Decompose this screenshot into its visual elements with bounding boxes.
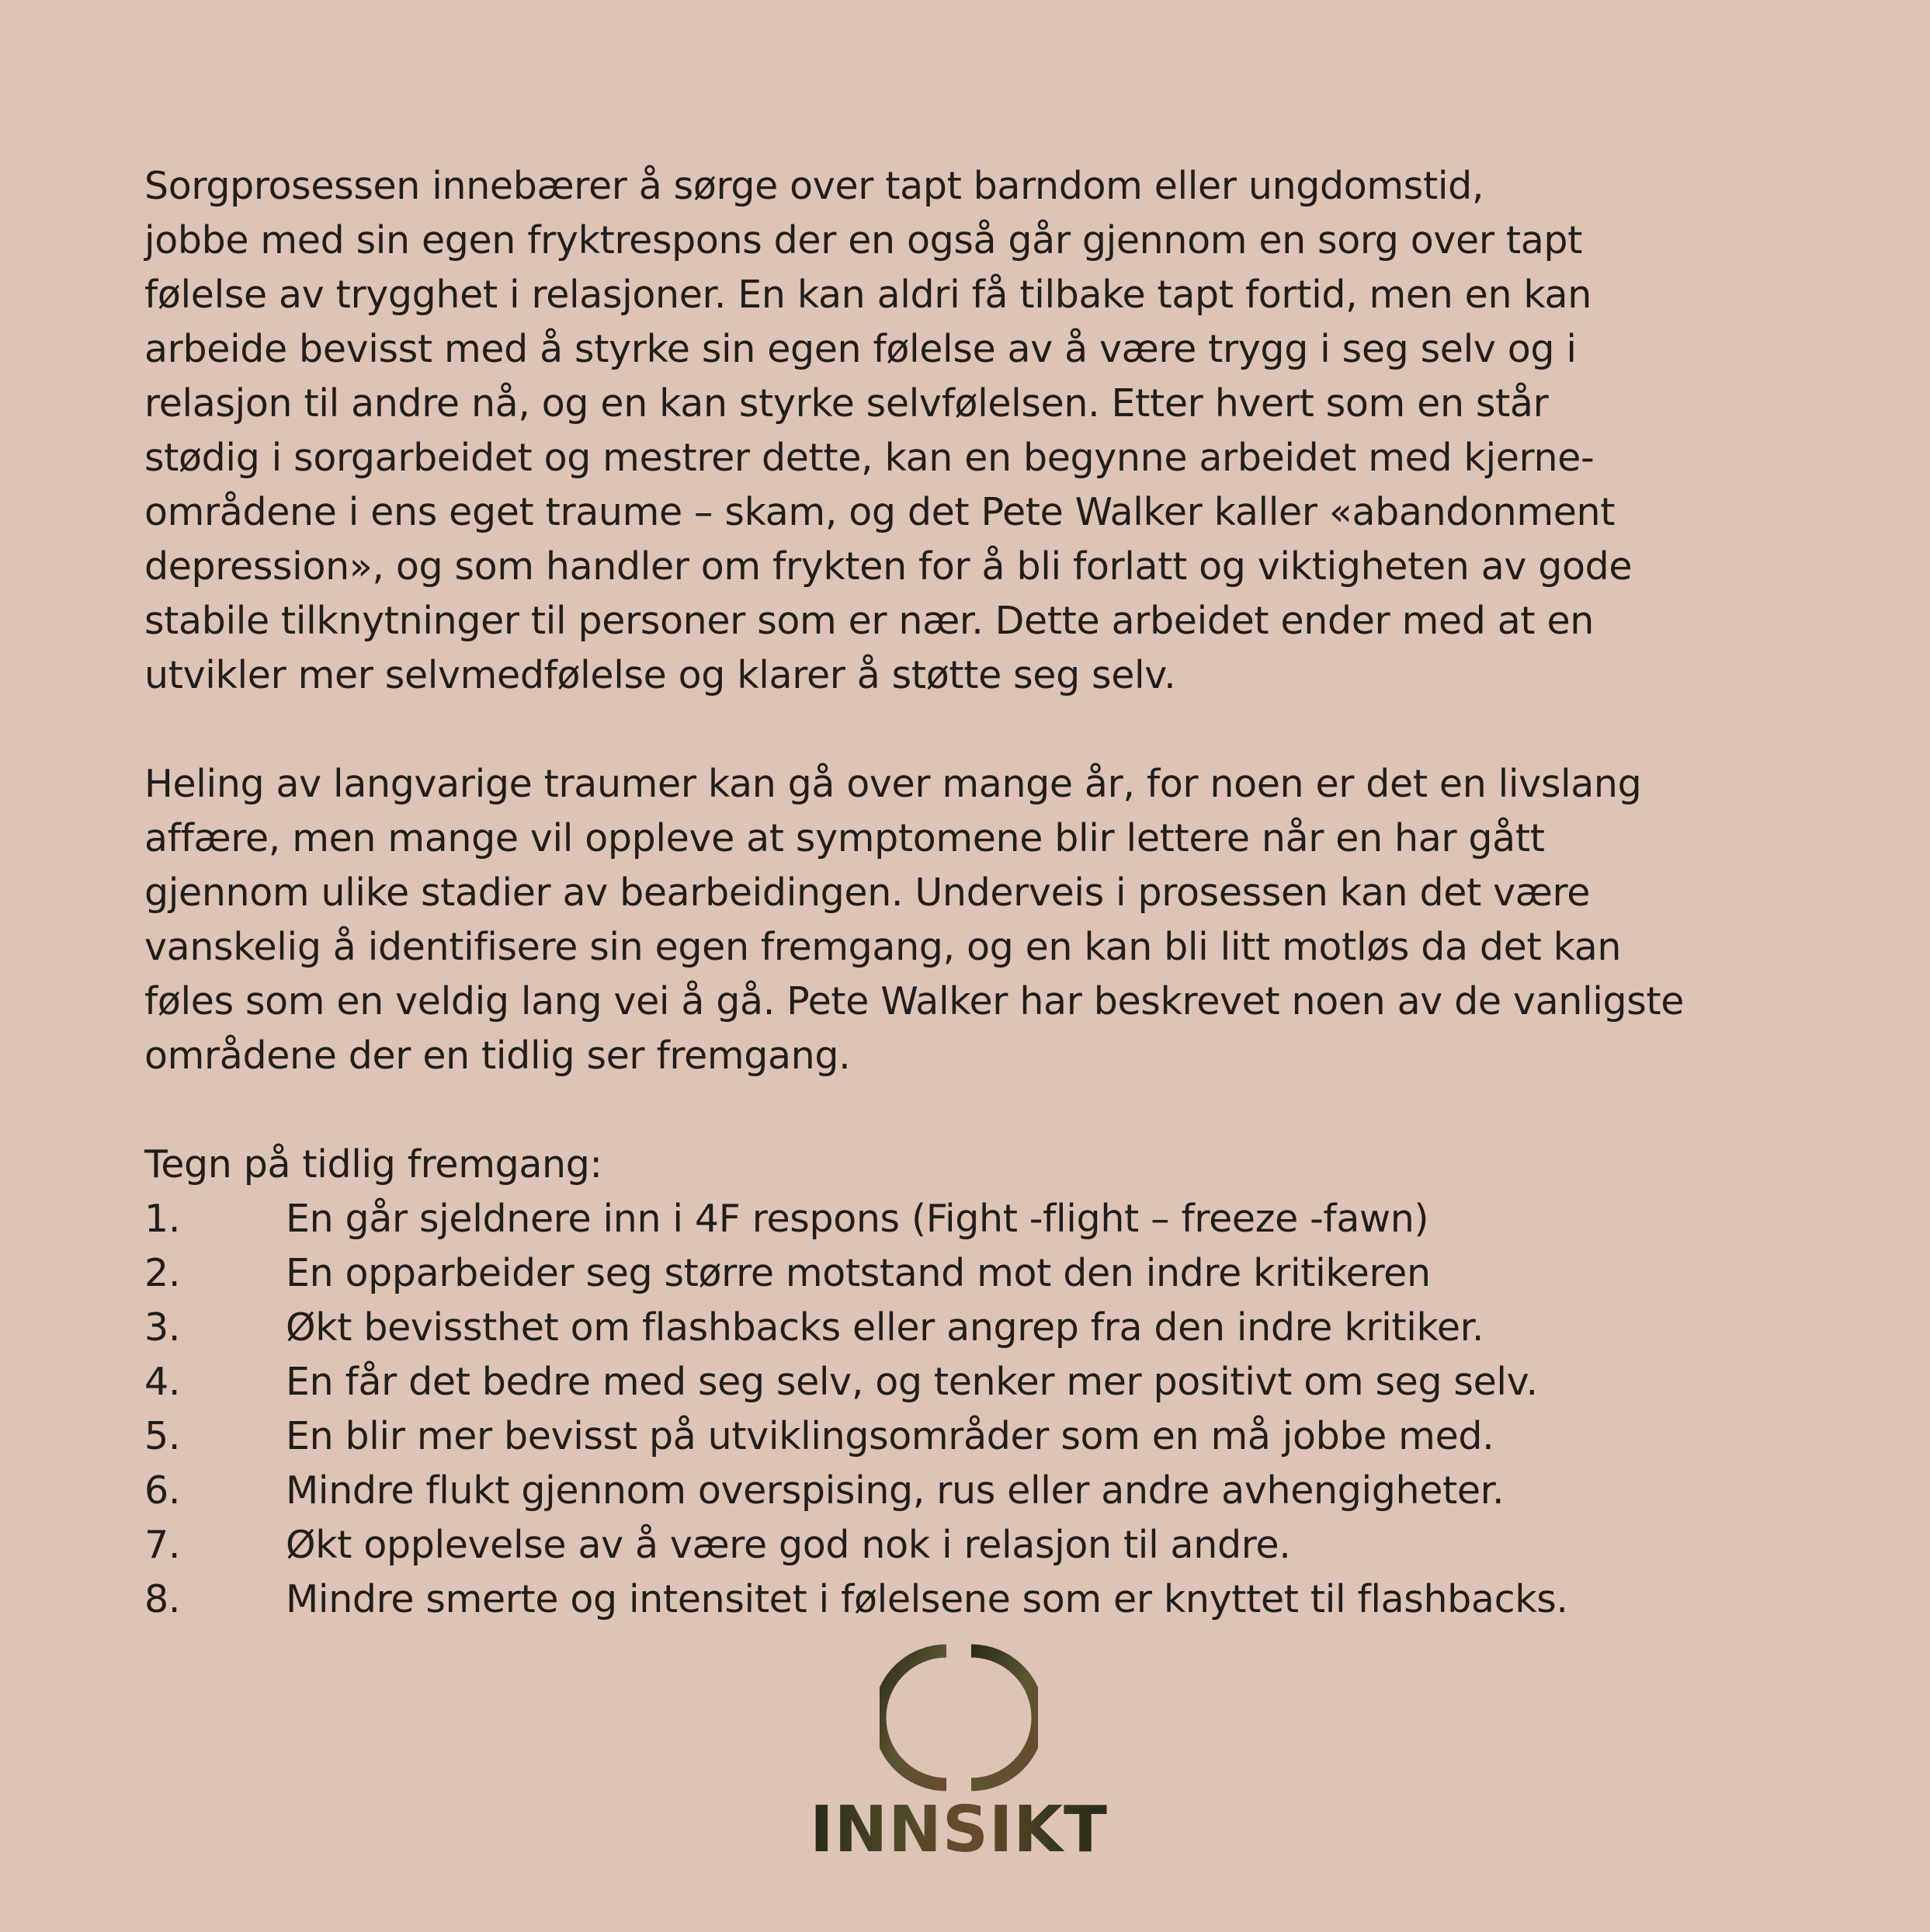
paragraph-line: gjennom ulike stadier av bearbeidingen. Underveis i prosessen kan det være	[144, 870, 1591, 915]
list-item	[144, 1301, 1814, 1355]
list-item-text: Mindre smerte og intensitet i følelsene som er knyttet til flashbacks.	[286, 1577, 1568, 1621]
paragraph-1	[144, 159, 1814, 703]
list-item	[144, 1246, 1814, 1301]
paragraph-line: områdene i ens eget traume – skam, og det Pete Walker kaller «abandonment	[144, 490, 1616, 534]
parentheses-circle-icon	[880, 1638, 1038, 1797]
list-item-number: 8.	[144, 1577, 181, 1621]
paragraph-line: jobbe med sin egen fryktrespons der en også går gjennom en sorg over tapt	[144, 218, 1583, 262]
paragraph-line: Sorgprosessen innebærer å sørge over tapt barndom eller ungdomstid,	[144, 164, 1484, 208]
article-content	[144, 159, 1814, 1627]
list-item	[144, 1355, 1814, 1409]
paragraph-line: depression», og som handler om frykten for å bli forlatt og viktigheten av gode	[144, 544, 1633, 589]
list-item	[144, 1572, 1814, 1627]
paragraph-line: stødig i sorgarbeidet og mestrer dette, kan en begynne arbeidet med kjerne-	[144, 436, 1595, 480]
paragraph-line: stabile tilknytninger til personer som er nær. Dette arbeidet ender med at en	[144, 599, 1594, 643]
paragraph-line: utvikler mer selvmedfølelse og klarer å støtte seg selv.	[144, 653, 1176, 697]
paragraph-line: områdene der en tidlig ser fremgang.	[144, 1034, 851, 1078]
list-heading: Tegn på tidlig fremgang:	[144, 1142, 602, 1187]
list-item-number: 6.	[144, 1468, 181, 1513]
paragraph-spacer	[144, 1083, 1814, 1138]
innsikt-wordmark	[792, 1802, 1126, 1856]
list-item-text: Økt bevissthet om flashbacks eller angrep fra den indre kritiker.	[286, 1305, 1484, 1350]
list-item	[144, 1518, 1814, 1572]
list-item-text: En blir mer bevisst på utviklingsområder som en må jobbe med.	[286, 1414, 1494, 1458]
list-item-text: Mindre flukt gjennom overspising, rus eller andre avhengigheter.	[286, 1468, 1505, 1513]
list-item-number: 7.	[144, 1523, 181, 1567]
list-item	[144, 1464, 1814, 1518]
paragraph-line: Heling av langvarige traumer kan gå over mange år, for noen er det en livslang	[144, 762, 1642, 806]
list-item-text: En opparbeider seg større motstand mot den indre kritikeren	[286, 1251, 1431, 1295]
list-item	[144, 1192, 1814, 1246]
list-item-text: En får det bedre med seg selv, og tenker mer positivt om seg selv.	[286, 1360, 1538, 1404]
list-item-number: 1.	[144, 1197, 181, 1241]
list-item-number: 5.	[144, 1414, 181, 1458]
paragraph-line: føles som en veldig lang vei å gå. Pete Walker har beskrevet noen av de vanligste	[144, 979, 1685, 1023]
progress-signs-list	[144, 1192, 1814, 1627]
paragraph-line: vanskelig å identifisere sin egen fremgang, og en kan bli litt motløs da det kan	[144, 925, 1622, 969]
list-item-number: 2.	[144, 1251, 181, 1295]
list-item	[144, 1409, 1814, 1464]
paragraph-spacer	[144, 703, 1814, 757]
innsikt-logo	[792, 1638, 1126, 1856]
list-item-number: 4.	[144, 1360, 181, 1404]
innsikt-wordmark-text: INNSIKT	[810, 1802, 1108, 1856]
paragraph-line: relasjon til andre nå, og en kan styrke selvfølelsen. Etter hvert som en står	[144, 381, 1549, 426]
list-item-text: En går sjeldnere inn i 4F respons (Fight -flight – freeze -fawn)	[286, 1197, 1429, 1241]
list-item-text: Økt opplevelse av å være god nok i relasjon til andre.	[286, 1523, 1291, 1567]
paragraph-2	[144, 757, 1814, 1083]
paragraph-line: arbeide bevisst med å styrke sin egen følelse av å være trygg i seg selv og i	[144, 327, 1577, 371]
paragraph-line: følelse av trygghet i relasjoner. En kan aldri få tilbake tapt fortid, men en kan	[144, 273, 1592, 317]
paragraph-line: affære, men mange vil oppleve at symptomene blir lettere når en har gått	[144, 816, 1545, 860]
list-item-number: 3.	[144, 1305, 181, 1350]
